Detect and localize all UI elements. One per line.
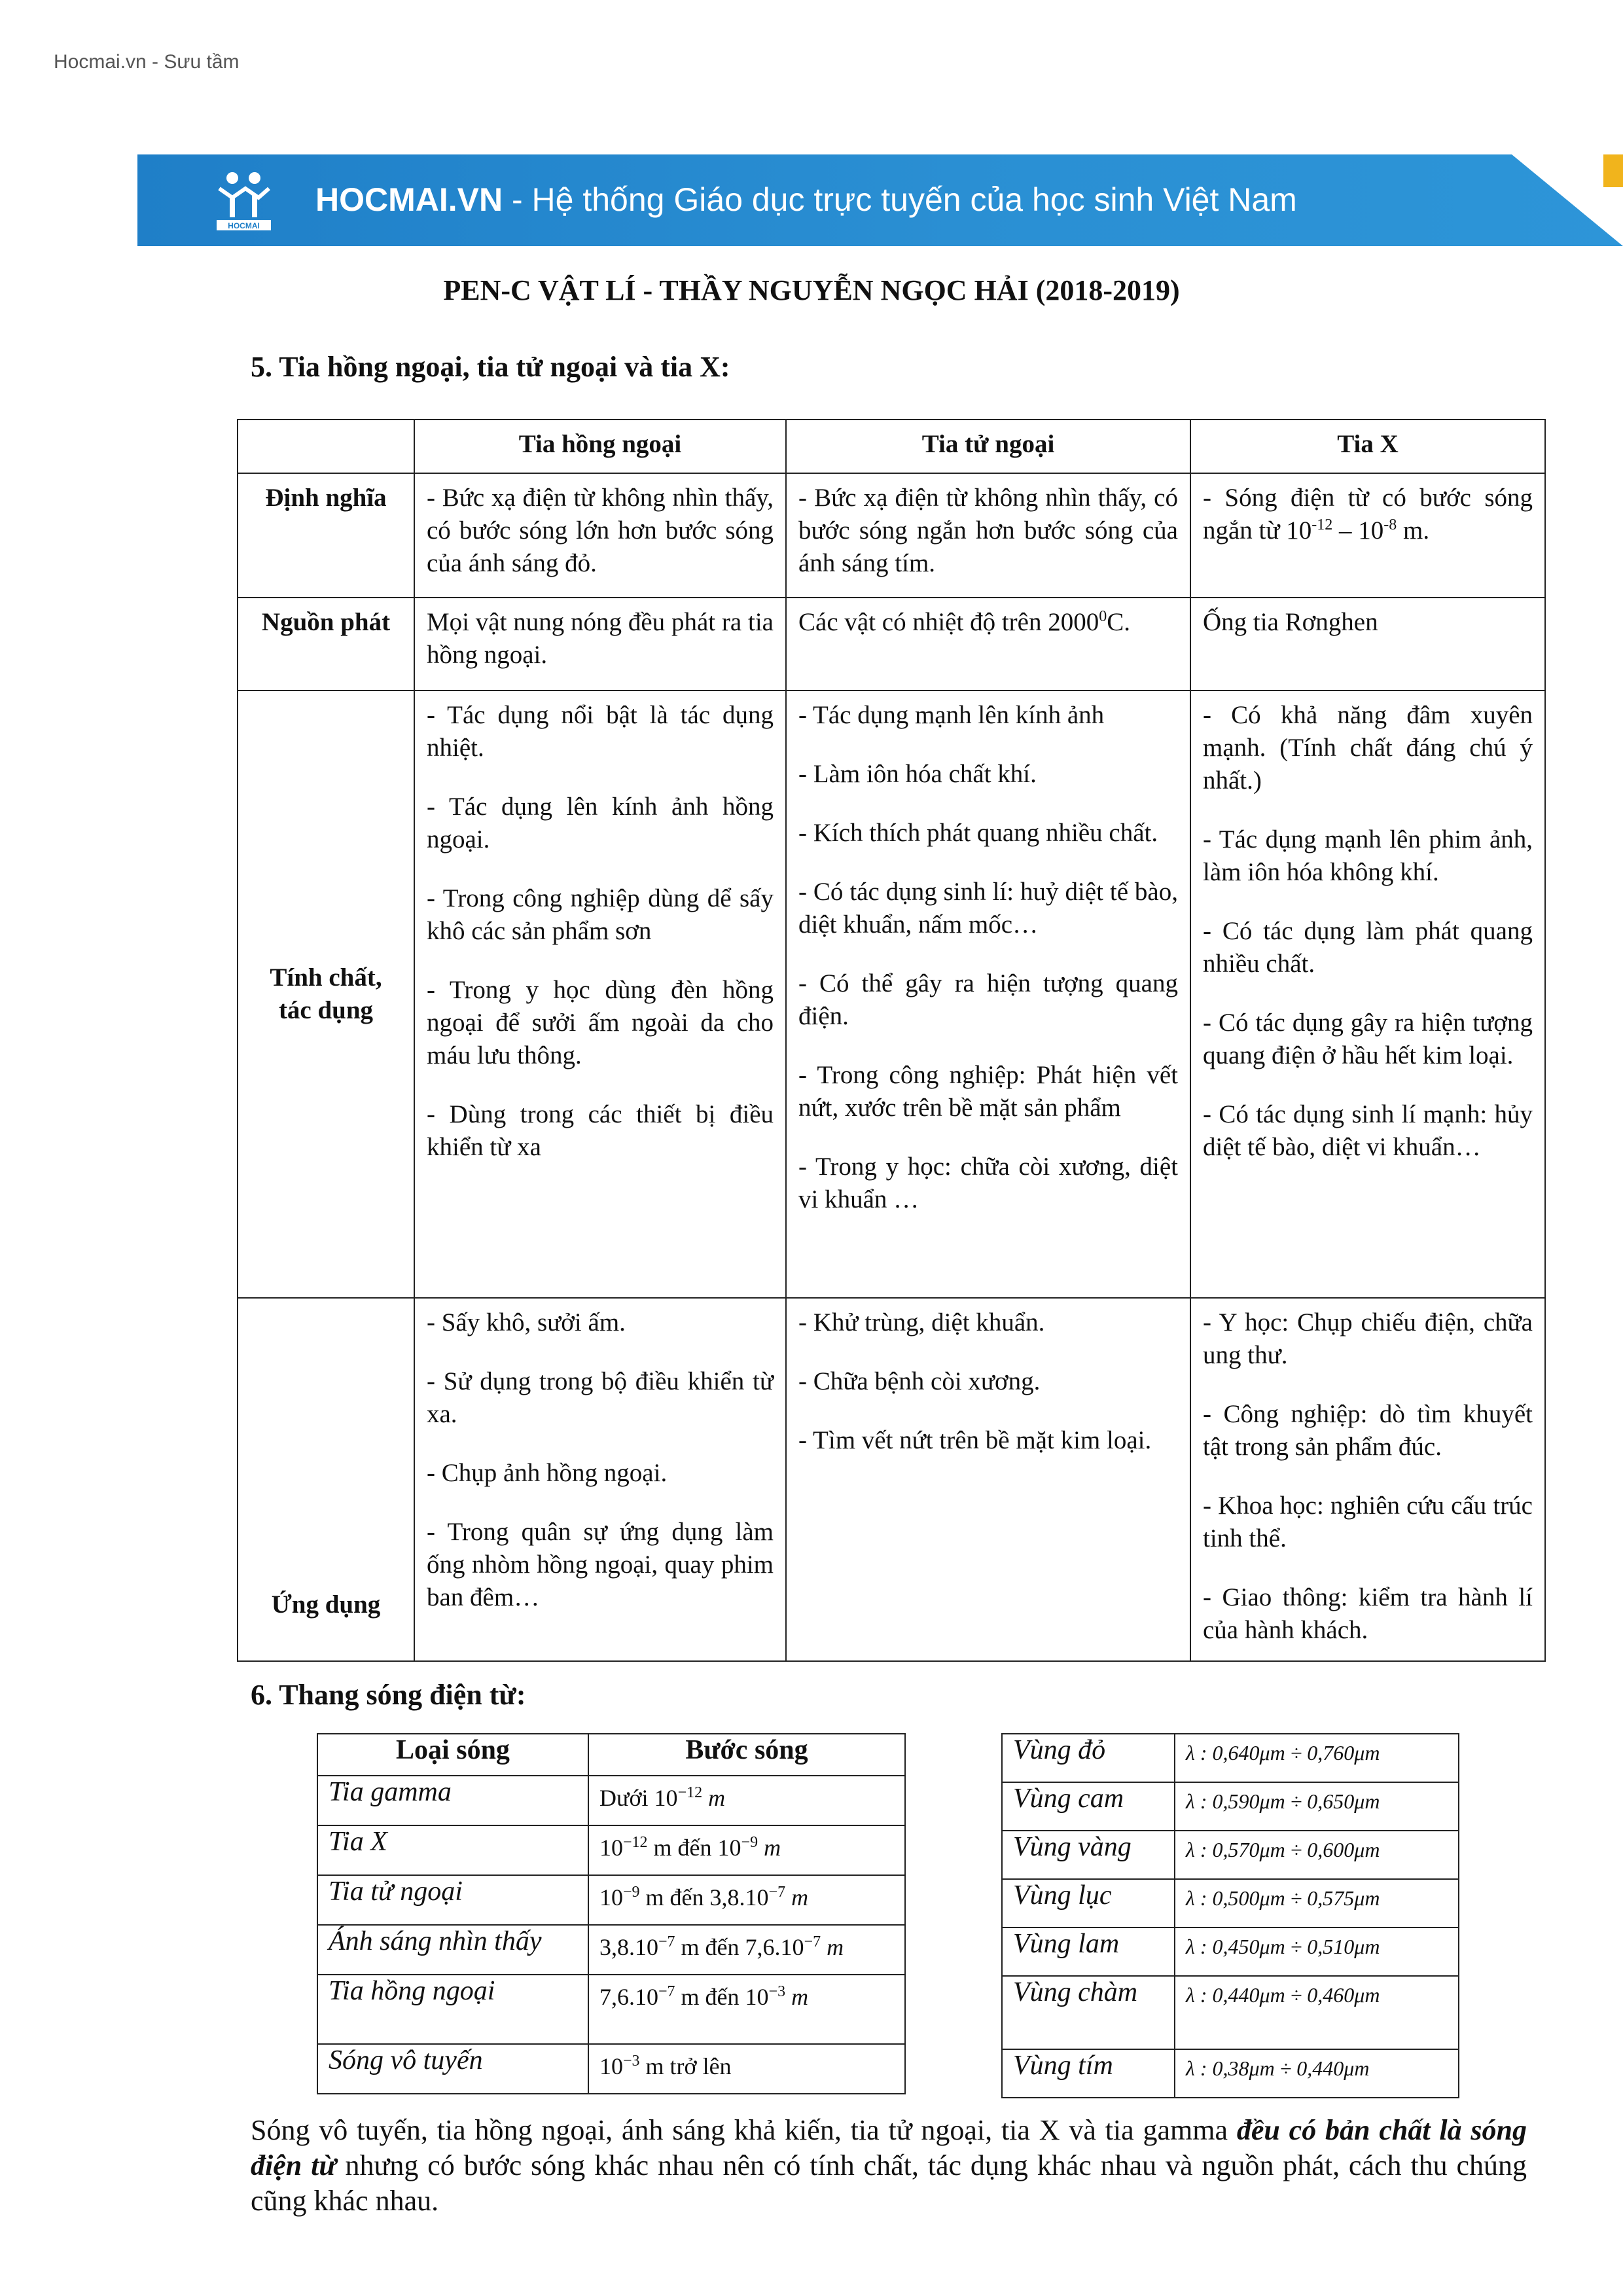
header-banner — [137, 154, 1623, 246]
table-row: Vùng tím λ : 0,38μm ÷ 0,440μm — [1002, 2049, 1459, 2098]
conclusion-paragraph: Sóng vô tuyến, tia hồng ngoại, ánh sáng khả kiến, tia tử ngoại, tia X và tia gamma đều có bản chất là sóng điện từ nhưng có bước sóng khác nhau nên có tính chất, tác dụng khác nhau và nguồn phát, cách thu chúng cũng khác nhau. — [251, 2114, 1527, 2217]
table-row: Vùng cam λ : 0,590μm ÷ 0,650μm — [1002, 1782, 1459, 1831]
table-row: Vùng đỏ λ : 0,640μm ÷ 0,760μm — [1002, 1734, 1459, 1782]
cell-app-ultraviolet: - Khử trùng, diệt khuẩn. - Chữa bệnh còi xương. - Tìm vết nứt trên bề mặt kim loại. — [786, 1298, 1190, 1661]
table-row: Tia gamma Dưới $10^{-12}$ m — [317, 1776, 905, 1825]
header-xray: Tia X — [1190, 420, 1545, 473]
cell-prop-infrared: - Tác dụng nổi bật là tác dụng nhiệt. - Tác dụng lên kính ảnh hồng ngoại. - Trong công nghiệp dùng dể sấy khô các sản phẩm sơn - Trong y học dùng đèn hồng ngoại để sưởi ấm ngoài da cho máu lưu thông. - Dùng trong các thiết bị điều khiển từ xa — [414, 691, 786, 1298]
section5-heading: 5. Tia hồng ngoại, tia tử ngoại và tia X: — [251, 351, 730, 383]
wave-scale-table — [317, 1733, 906, 2094]
header-ultraviolet: Tia tử ngoại — [786, 420, 1190, 473]
table-row: Ánh sáng nhìn thấy $3,8.10^{-7}$ m đến $7,6.10^{-7}$ m — [317, 1925, 905, 1975]
header-infrared: Tia hồng ngoại — [414, 420, 786, 473]
cell-def-infrared: - Bức xạ điện từ không nhìn thấy, có bước sóng lớn hơn bước sóng của ánh sáng đỏ. — [414, 473, 786, 598]
table-row: Vùng lam λ : 0,450μm ÷ 0,510μm — [1002, 1928, 1459, 1976]
brand-line — [315, 181, 1297, 219]
brand-name: HOCMAI.VN — [315, 181, 503, 218]
header-wavelength: Bước sóng — [588, 1734, 905, 1776]
table-row: Sóng vô tuyến $10^{-3}$ m trở lên — [317, 2044, 905, 2094]
table-row: Tia tử ngoại $10^{-9}$ m đến $3,8.10^{-7}$ m — [317, 1875, 905, 1925]
cell-src-ultraviolet: Các vật có nhiệt độ trên 2000$^0$C. — [786, 598, 1190, 691]
table-row — [238, 691, 1545, 1298]
table-header-row — [238, 420, 1545, 473]
rays-comparison-table — [237, 419, 1546, 1662]
table-row: Vùng chàm λ : 0,440μm ÷ 0,460μm — [1002, 1976, 1459, 2049]
cell-def-xray: - Sóng điện từ có bước sóng ngắn từ $10^{-12} - 10^{-8}$ m. — [1190, 473, 1545, 598]
table-row: Tia X $10^{-12}$ m đến $10^{-9}$ m — [317, 1825, 905, 1875]
brand-tagline: - Hệ thống Giáo dục trực tuyến của học sinh Việt Nam — [503, 181, 1297, 218]
logo-text: HOCMAI — [228, 221, 260, 230]
table-row: Tia hồng ngoại $7,6.10^{-7}$ m đến $10^{-3}$ m — [317, 1975, 905, 2044]
table-header-row — [317, 1734, 905, 1776]
source-note: Hocmai.vn - Sưu tầm — [54, 51, 240, 73]
visible-spectrum-table — [1001, 1733, 1459, 2098]
row-label-properties: Tính chất, tác dụng — [238, 691, 414, 1298]
table-row — [238, 473, 1545, 598]
cell-def-ultraviolet: - Bức xạ điện từ không nhìn thấy, có bước sóng ngắn hơn bước sóng của ánh sáng tím. — [786, 473, 1190, 598]
header-wave-type: Loại sóng — [317, 1734, 588, 1776]
table-row: Vùng vàng λ : 0,570μm ÷ 0,600μm — [1002, 1831, 1459, 1879]
cell-app-infrared: - Sấy khô, sưởi ấm. - Sử dụng trong bộ điều khiển từ xa. - Chụp ảnh hồng ngoại. - Trong quân sự ứng dụng làm ống nhòm hồng ngoại, quay phim ban đêm… — [414, 1298, 786, 1661]
row-label-source: Nguồn phát — [238, 598, 414, 691]
cell-src-infrared: Mọi vật nung nóng đều phát ra tia hồng ngoại. — [414, 598, 786, 691]
cell-app-xray: - Y học: Chụp chiếu điện, chữa ung thư. - Công nghiệp: dò tìm khuyết tật trong sản phẩm đúc. - Khoa học: nghiên cứu cấu trúc tinh thể. - Giao thông: kiểm tra hành lí của hành khách. — [1190, 1298, 1545, 1661]
table-row: Vùng lục λ : 0,500μm ÷ 0,575μm — [1002, 1879, 1459, 1928]
table-row — [238, 598, 1545, 691]
cell-prop-xray: - Có khả năng đâm xuyên mạnh. (Tính chất đáng chú ý nhất.) - Tác dụng mạnh lên phim ảnh, làm iôn hóa không khí. - Có tác dụng làm phát quang nhiều chất. - Có tác dụng gây ra hiện tượng quang điện ở hầu hết kim loại. - Có tác dụng sinh lí mạnh: hủy diệt tế bào, diệt vi khuẩn… — [1190, 691, 1545, 1298]
cell-prop-ultraviolet: - Tác dụng mạnh lên kính ảnh - Làm iôn hóa chất khí. - Kích thích phát quang nhiều chất. - Có tác dụng sinh lí: huỷ diệt tế bào, diệt khuẩn, nấm mốc… - Có thể gây ra hiện tượng quang điện. - Trong công nghiệp: Phát hiện vết nứt, xước trên bề mặt sản phẩm - Trong y học: chữa còi xương, diệt vi khuẩn … — [786, 691, 1190, 1298]
row-label-applications: Ứng dụng — [238, 1298, 414, 1661]
section6-heading: 6. Thang sóng điện từ: — [251, 1679, 526, 1711]
hocmai-logo-icon — [213, 169, 275, 232]
cell-src-xray: Ống tia Rơnghen — [1190, 598, 1545, 691]
table-row — [238, 1298, 1545, 1661]
banner-accent — [1603, 154, 1623, 187]
row-label-definition: Định nghĩa — [238, 473, 414, 598]
doc-title: PEN-C VẬT LÍ - THẦY NGUYỄN NGỌC HẢI (2018-2019) — [443, 274, 1180, 306]
corner-cell — [238, 420, 414, 473]
